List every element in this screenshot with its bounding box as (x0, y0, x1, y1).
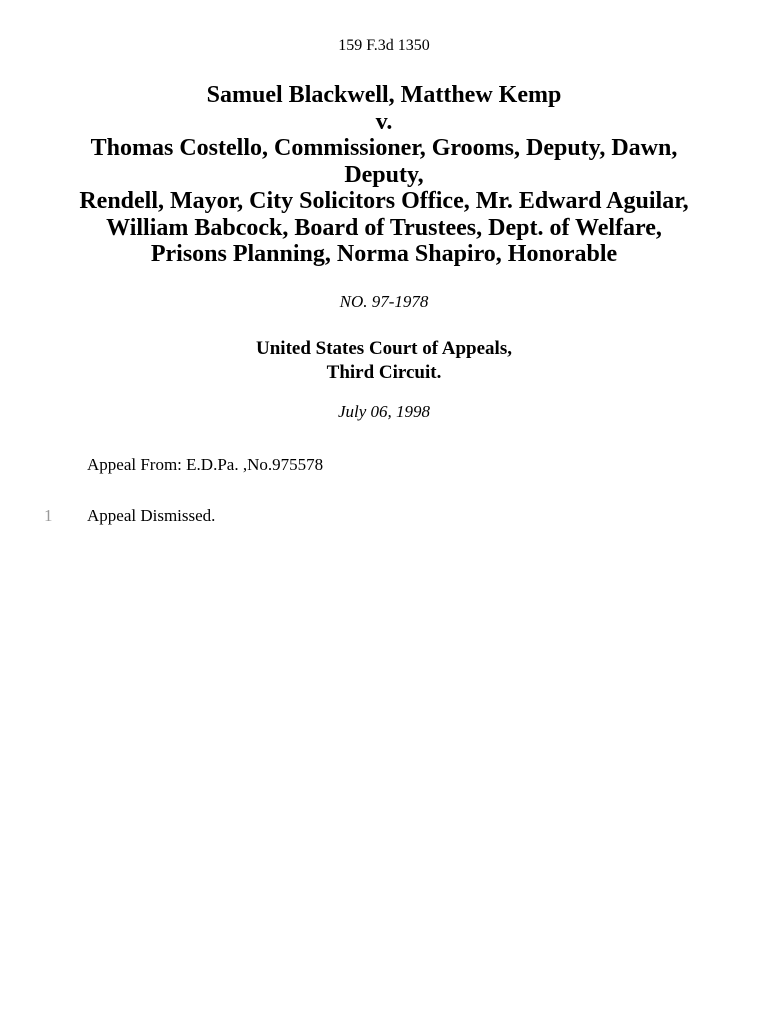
docket-number: NO. 97-1978 (339, 292, 429, 311)
court-name-line-1: United States Court of Appeals, (256, 338, 512, 359)
case-caption (40, 82, 728, 268)
court-name (0, 337, 768, 385)
paragraph (0, 506, 768, 526)
reporter-citation: 159 F.3d 1350 (338, 37, 430, 54)
caption-line-defendants-2: Deputy, (344, 161, 424, 188)
caption-line-versus: v. (375, 108, 393, 135)
caption-line-defendants-1: Thomas Costello, Commissioner, Grooms, Deputy, Dawn, (90, 135, 678, 161)
appeal-from: Appeal From: E.D.Pa. ,No.975578 (87, 455, 324, 474)
caption-line-defendants-4: William Babcock, Board of Trustees, Dept. of Welfare, (106, 214, 662, 241)
paragraph-number: 1 (44, 506, 53, 525)
caption-line-defendants-3: Rendell, Mayor, City Solicitors Office, Mr. Edward Aguilar, (79, 188, 689, 214)
court-name-line-2: Third Circuit. (326, 362, 442, 383)
paragraph-text: Appeal Dismissed. (87, 506, 216, 525)
decision-date: July 06, 1998 (337, 402, 431, 421)
caption-line-defendants-5: Prisons Planning, Norma Shapiro, Honorable (150, 241, 618, 267)
caption-line-plaintiffs: Samuel Blackwell, Matthew Kemp (206, 82, 562, 108)
